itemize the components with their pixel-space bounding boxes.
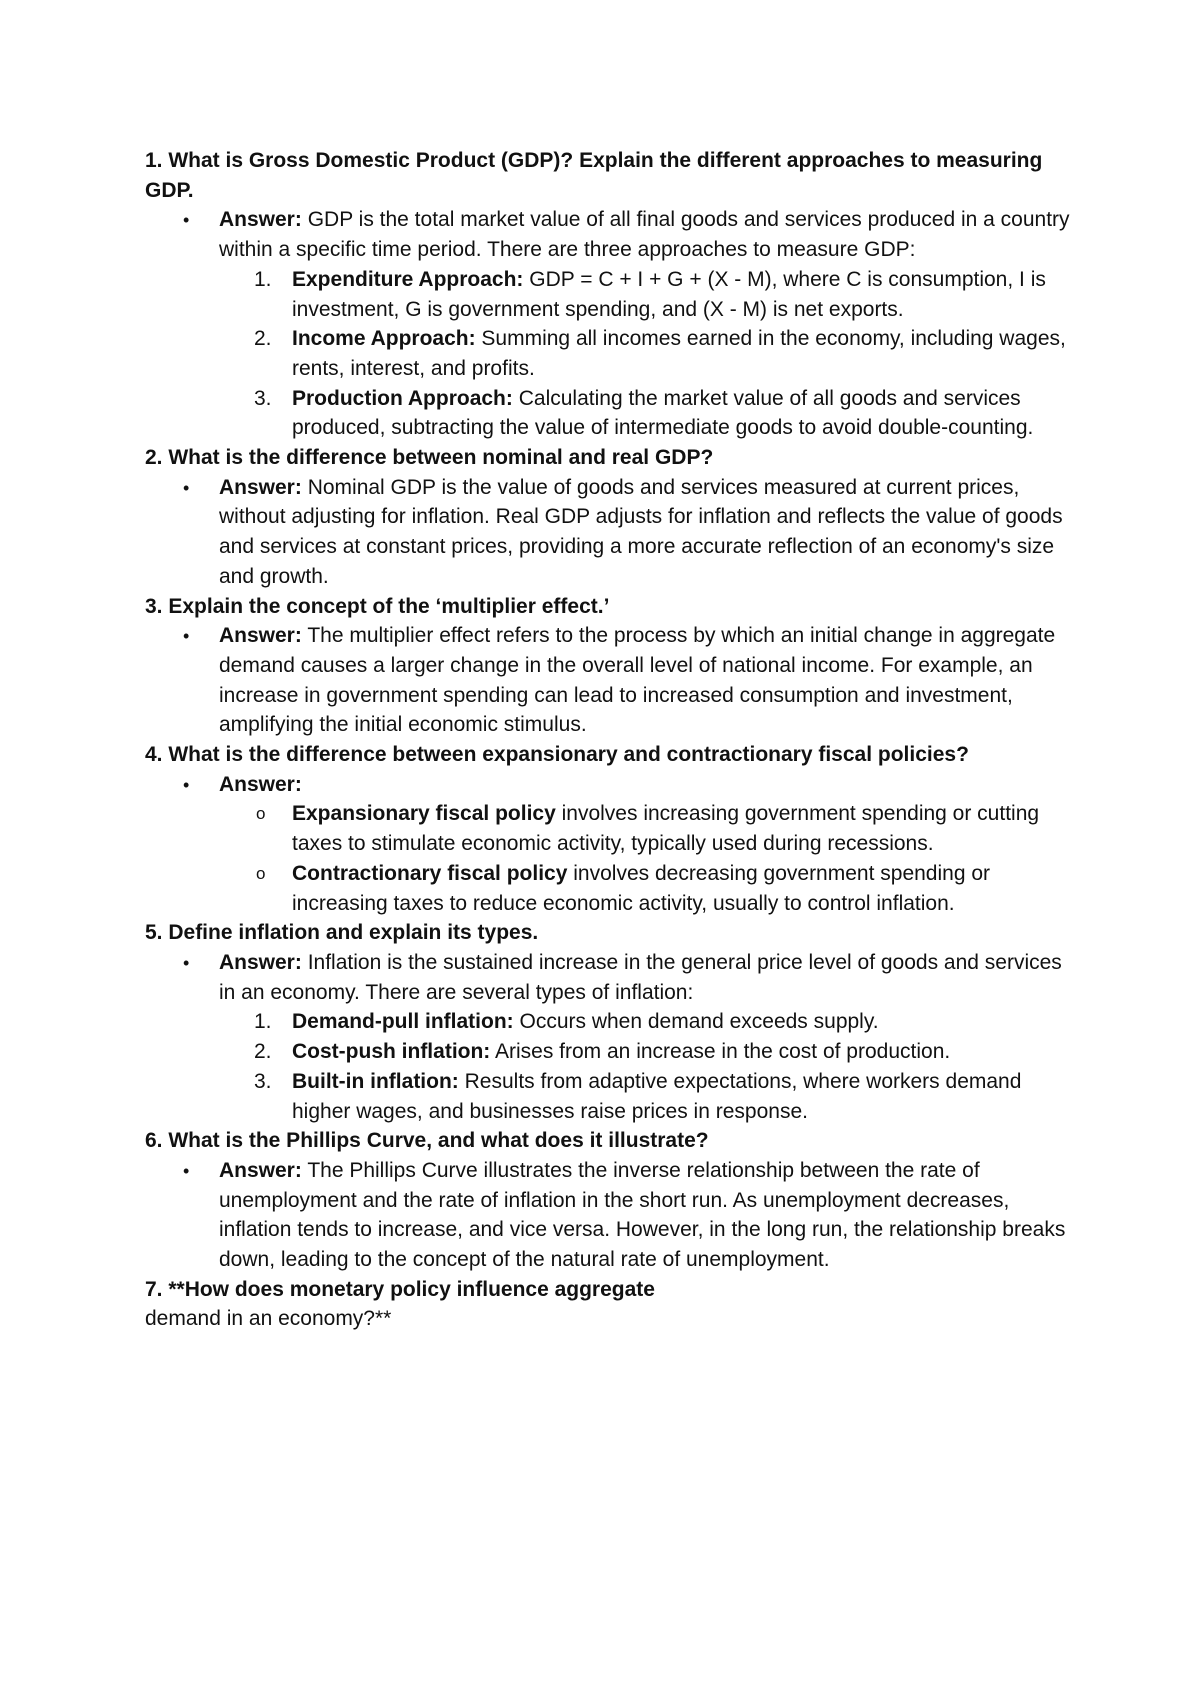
item-label: Expenditure Approach:: [292, 267, 524, 291]
item-text: Calculating the market value of all goods and services produced, subtracting the value of intermediate goods to avoid double-counting.: [292, 386, 1034, 440]
list-item: [145, 1067, 1075, 1126]
item-label: Contractionary fiscal policy: [292, 861, 568, 885]
bullet-icon: [183, 205, 189, 236]
answer-text: Inflation is the sustained increase in the general price level of goods and services in an economy. There are several types of inflation:: [219, 950, 1062, 1004]
item-text: involves increasing government spending or cutting taxes to stimulate economic activity, typically used during recessions.: [292, 802, 1040, 856]
question-2-title: 2. What is the difference between nominal and real GDP?: [145, 446, 714, 470]
answer-text: GDP is the total market value of all final goods and services produced in a country within a specific time period. There are three approaches to measure GDP:: [219, 208, 1070, 262]
list-number: 1.: [254, 1010, 272, 1034]
question-3-title: 3. Explain the concept of the ‘multiplier effect.’: [145, 594, 610, 618]
item-text: Occurs when demand exceeds supply.: [513, 1010, 879, 1034]
item-label: Demand-pull inflation:: [292, 1010, 514, 1034]
list-item: [145, 1037, 1075, 1067]
list-number: 3.: [254, 1069, 272, 1093]
bullet-icon: [183, 948, 189, 979]
question-7-title: 7. **How does monetary policy influence aggregate: [145, 1277, 655, 1301]
question-1-title: 1. What is Gross Domestic Product (GDP)? Explain the different approaches to measuring GDP.: [145, 149, 1043, 202]
item-text: Summing all incomes earned in the economy, including wages, rents, interest, and profits.: [292, 327, 1066, 380]
answer-text: The Phillips Curve illustrates the inverse relationship between the rate of unemployment and the rate of inflation in the short run. As unemployment decreases, inflation tends to increase, and vice versa. However, in the long run, the relationship breaks down, leading to the concept of the natural rate of unemployment.: [219, 1158, 1066, 1272]
list-item: [145, 384, 1075, 443]
question-2-answer: [145, 473, 1075, 592]
answer-text: Nominal GDP is the value of goods and services measured at current prices, without adjusting for inflation. Real GDP adjusts for inflation and reflects the value of goods and services at constant prices, providing a more accurate reflection of an economy's size and growth.: [219, 475, 1063, 588]
question-4-answer: [145, 770, 1075, 800]
document-content: [145, 146, 1075, 1334]
question-6-answer: [145, 1156, 1075, 1275]
answer-label: Answer:: [219, 208, 302, 232]
question-4-title: 4. What is the difference between expansionary and contractionary fiscal policies?: [145, 743, 969, 767]
question-5-title: 5. Define inflation and explain its types.: [145, 921, 539, 945]
item-text: Arises from an increase in the cost of production.: [490, 1040, 951, 1064]
question-7-continuation: demand in an economy?**: [145, 1307, 392, 1331]
item-text: involves decreasing government spending or increasing taxes to reduce economic activity, usually to control inflation.: [292, 861, 991, 915]
question-6-title: 6. What is the Phillips Curve, and what does it illustrate?: [145, 1129, 709, 1153]
list-number: 2.: [254, 1040, 272, 1064]
list-item: [145, 1007, 1075, 1037]
answer-label: Answer:: [219, 624, 302, 648]
item-label: Income Approach:: [292, 327, 476, 351]
item-label: Cost-push inflation:: [292, 1040, 491, 1064]
answer-text: The multiplier effect refers to the process by which an initial change in aggregate demand causes a larger change in the overall level of national income. For example, an increase in government spending can lead to increased consumption and investment, amplifying the initial economic stimulus.: [219, 624, 1056, 737]
list-item: [145, 799, 1075, 858]
list-number: 3.: [254, 386, 272, 410]
list-item: [145, 265, 1075, 324]
question-1-answer: [145, 205, 1075, 264]
bullet-icon: [183, 621, 189, 652]
item-label: Expansionary fiscal policy: [292, 802, 556, 826]
bullet-icon: [183, 770, 189, 801]
circle-bullet-icon: o: [256, 804, 266, 824]
answer-label: Answer:: [219, 475, 302, 499]
list-item: [145, 324, 1075, 383]
answer-label: Answer:: [219, 950, 302, 974]
item-text: GDP = C + I + G + (X - M), where C is consumption, I is investment, G is government spending, and (X - M) is net exports.: [292, 267, 1046, 321]
item-text: Results from adaptive expectations, where workers demand higher wages, and businesses raise prices in response.: [292, 1069, 1022, 1123]
question-3-answer: [145, 621, 1075, 740]
circle-bullet-icon: o: [256, 863, 266, 883]
bullet-icon: [183, 1156, 189, 1187]
list-item: [145, 859, 1075, 918]
bullet-icon: [183, 473, 189, 504]
question-5-answer: [145, 948, 1075, 1007]
item-label: Production Approach:: [292, 386, 513, 410]
answer-label: Answer:: [219, 772, 302, 796]
answer-label: Answer:: [219, 1158, 302, 1182]
list-number: 1.: [254, 267, 272, 291]
item-label: Built-in inflation:: [292, 1069, 459, 1093]
list-number: 2.: [254, 327, 272, 351]
